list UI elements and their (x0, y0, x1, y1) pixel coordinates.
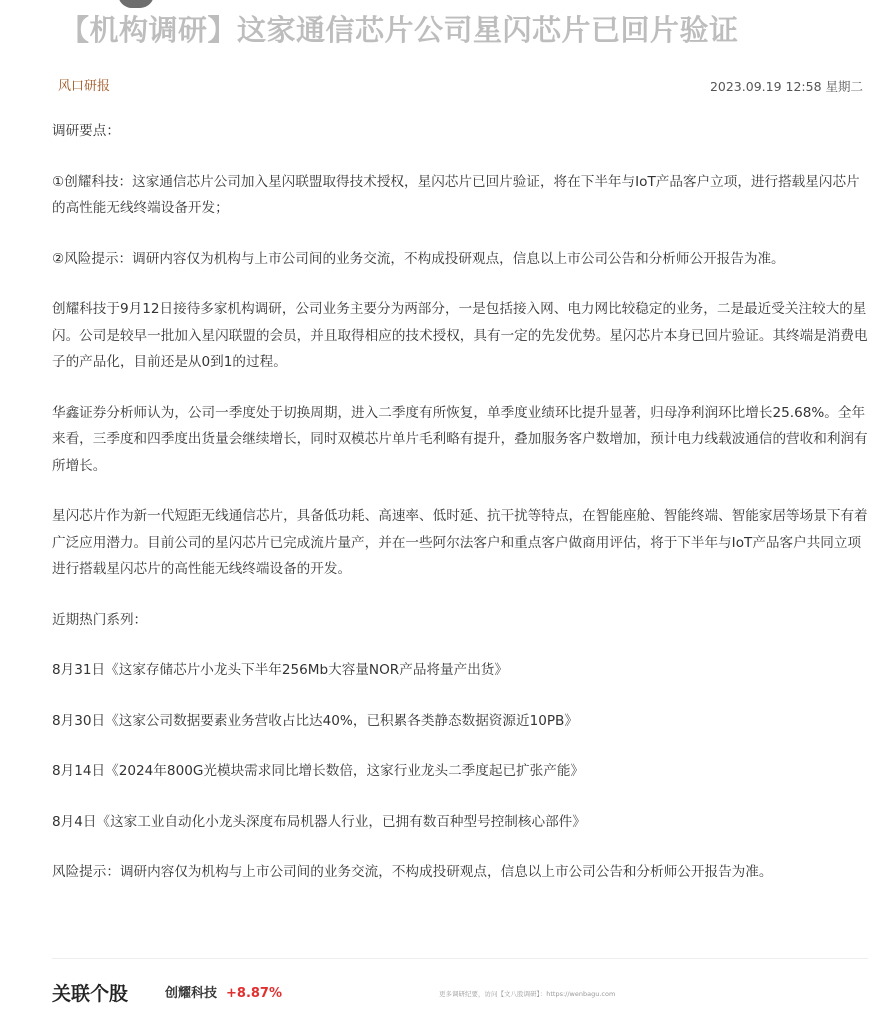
related-stocks-label: 关联个股 (52, 983, 129, 1005)
paragraph-nearlink-chip: 星闪芯片作为新一代短距无线通信芯片，具备低功耗、高速率、低时延、抗干扰等特点，在智能座舱、智能终端、智能家居等场景下有着广泛应用潜力。目前公司的星闪芯片已完成流片量产，并在一些阿尔法客户和重点客户做商用评估，将于下半年与IoT产品客户共同立项进行搭载星闪芯片的高性能无线终端设备的开发。 (52, 508, 868, 577)
hot-series-link-0830[interactable]: 8月30日《这家公司数据要素业务营收占比达40%，已积累各类静态数据资源近10PB》 (52, 712, 578, 729)
hot-series-link-0814[interactable]: 8月14日《2024年800G光模块需求同比增长数倍，这家行业龙头二季度起已扩张产能》 (52, 763, 585, 779)
paragraph-key-points-heading: 调研要点： (52, 123, 120, 139)
paragraph-company-research: 创耀科技于9月12日接待多家机构调研，公司业务主要分为两部分，一是包括接入网、电力网比较稳定的业务，二是最近受关注较大的星闪。公司是较早一批加入星闪联盟的会员，并且取得相应的技术授权，具有一定的先发优势。星闪芯片本身已回片验证。其终端是消费电子的产品化，目前还是从0到1的过程。 (52, 301, 868, 370)
article-meta (58, 76, 863, 98)
stock-name-link[interactable]: 创耀科技 (165, 986, 218, 1001)
top-edge-shape (118, 0, 154, 8)
article-source-link[interactable]: 风口研报 (58, 79, 111, 94)
article-body (52, 118, 872, 910)
hot-series-link-0804[interactable]: 8月4日《这家工业自动化小龙头深度布局机器人行业，已拥有数百种型号控制核心部件》 (52, 813, 586, 830)
paragraph-point-2-risk: ②风险提示：调研内容仅为机构与上市公司间的业务交流，不构成投研观点，信息以上市公司公告和分析师公开报告为准。 (52, 250, 785, 267)
article-title: 【机构调研】这家通信芯片公司星闪芯片已回片验证 (60, 13, 739, 47)
paragraph-analyst-view: 华鑫证券分析师认为，公司一季度处于切换周期，进入二季度有所恢复，单季度业绩环比提升显著，归母净利润环比增长25.68%。全年来看，三季度和四季度出货量会继续增长，同时双模芯片单片毛利略有提升，叠加服务客户数增加，预计电力线载波通信的营收和利润有所增长。 (52, 404, 868, 474)
stock-change-value: +8.87% (226, 986, 282, 1001)
hot-series-link-0831[interactable]: 8月31日《这家存储芯片小龙头下半年256Mb大容量NOR产品将量产出货》 (52, 662, 508, 678)
article-datetime: 2023.09.19 12:58 星期二 (709, 79, 863, 94)
watermark-text: 更多调研纪要，访问【文八股调研】：https://wenbagu.com (439, 990, 616, 998)
footer-divider (52, 958, 868, 959)
related-stocks-footer (52, 972, 868, 1016)
paragraph-risk-notice: 风险提示：调研内容仅为机构与上市公司间的业务交流，不构成投研观点，信息以上市公司公告和分析师公开报告为准。 (52, 864, 773, 880)
paragraph-hot-series-heading: 近期热门系列： (52, 611, 148, 628)
paragraph-point-1: ①创耀科技：这家通信芯片公司加入星闪联盟取得技术授权，星闪芯片已回片验证，将在下半年与IoT产品客户立项，进行搭载星闪芯片的高性能无线终端设备开发； (52, 173, 860, 216)
